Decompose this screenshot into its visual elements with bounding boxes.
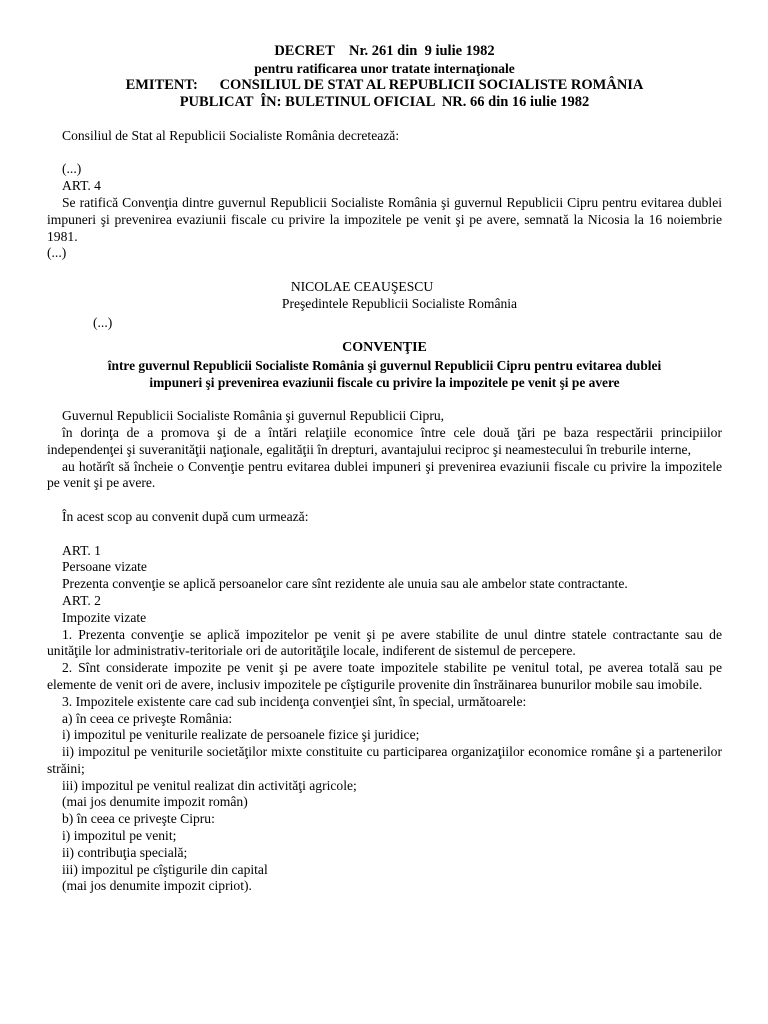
list-item: a) în ceea ce priveşte România: (62, 710, 233, 726)
article-2-paragraph-3: 3. Impozitele existente care cad sub incidenţa convenţiei sînt, în special, următoarele: (62, 693, 527, 709)
list-item: ii) impozitul pe veniturile societăţilor mixte constituite cu participarea organizaţiilor economice române şi a partenerilor străini; (47, 744, 722, 776)
issuer-line: EMITENT: CONSILIUL DE STAT AL REPUBLICII SOCIALISTE ROMÂNIA (125, 77, 644, 93)
article-2-paragraph-1: 1. Prezenta convenţie se aplică impozitelor pe venit şi pe avere stabilite de unul dintre statele contractante sau de unităţile lor administrativ-teritoriale ori de autorităţile locale, indiferent de sistemul de percepere. (47, 626, 722, 659)
decree-number: DECRET Nr. 261 din 9 iulie 1982 (274, 43, 495, 59)
ellipsis: (...) (47, 245, 67, 261)
publication-line: PUBLICAT ÎN: BULETINUL OFICIAL NR. 66 din 16 iulie 1982 (179, 94, 590, 110)
list-item: i) impozitul pe veniturile realizate de persoanele fizice şi juridice; (62, 727, 420, 743)
signatory-name: NICOLAE CEAUŞESCU (290, 278, 434, 294)
signatory-title: Preşedintele Republicii Socialiste România (281, 295, 518, 311)
list-item: iii) impozitul pe cîştigurile din capital (62, 861, 268, 877)
article-2-paragraph-2: 2. Sînt considerate impozite pe venit şi pe avere toate impozitele stabilite pe venitul total, pe averea totală sau pe elemente de venit ori de avere, inclusiv impozitele pe cîştigurile provenite din înstrăinarea bunurilor mobile sau imobile. (47, 660, 722, 692)
list-item: i) impozitul pe venit; (62, 828, 177, 844)
document-page (47, 43, 722, 895)
list-item: (mai jos denumite impozit cipriot). (62, 878, 252, 894)
article-text: Se ratifică Convenţia dintre guvernul Republicii Socialiste România şi guvernul Republicii Cipru pentru evitarea dublei impuneri şi prevenirea evaziunii fiscale cu privire la impozitele pe venit şi pe avere, semnată la Nicosia la 16 noiembrie 1981. (47, 194, 722, 244)
decree-header (47, 43, 722, 111)
preamble-decision: au hotărît să încheie o Convenţie pentru evitarea dublei impuneri şi prevenirea evaziunii fiscale cu privire la impozitele pe venit şi pe avere. (47, 458, 722, 491)
list-item: (mai jos denumite impozit român) (62, 794, 248, 810)
article-1-text: Prezenta convenţie se aplică persoanelor care sînt rezidente ale unuia sau ale ambelor state contractante. (62, 576, 628, 592)
list-item: ii) contribuţia specială; (62, 844, 188, 860)
article-label: ART. 4 (62, 178, 101, 194)
article-1-label: ART. 1 (62, 542, 101, 558)
preamble-parties: Guvernul Republicii Socialiste România şi guvernul Republicii Cipru, (62, 408, 445, 424)
convention-subtitle: între guvernul Republicii Socialiste România şi guvernul Republicii Cipru pentru evitarea dublei impuneri şi prevenirea evaziunii fiscale cu privire la impozitele pe venit şi pe avere (107, 358, 662, 391)
agreement-intro: În acest scop au convenit după cum urmează: (62, 508, 309, 524)
decree-purpose: pentru ratificarea unor tratate internaţionale (254, 61, 515, 76)
decree-intro: Consiliul de Stat al Republicii Socialiste România decretează: (62, 127, 400, 143)
article-2-heading: Impozite vizate (62, 609, 147, 625)
convention-title-block (47, 339, 722, 391)
article-1-heading: Persoane vizate (62, 559, 147, 575)
list-item: iii) impozitul pe venitul realizat din activităţi agricole; (62, 777, 357, 793)
ellipsis: (...) (93, 314, 113, 330)
list-item: b) în ceea ce priveşte Cipru: (62, 811, 215, 827)
ellipsis: (...) (62, 161, 82, 177)
convention-title: CONVENŢIE (342, 340, 427, 356)
preamble-desire: în dorinţa de a promova şi de a întări relaţiile economice între cele două ţări pe baza respectării principiilor independenţei şi suveranităţii naţionale, egalităţii în drepturi, avantajului reciproc şi neamestecului în treburile interne, (47, 424, 722, 457)
article-2-label: ART. 2 (62, 592, 101, 608)
